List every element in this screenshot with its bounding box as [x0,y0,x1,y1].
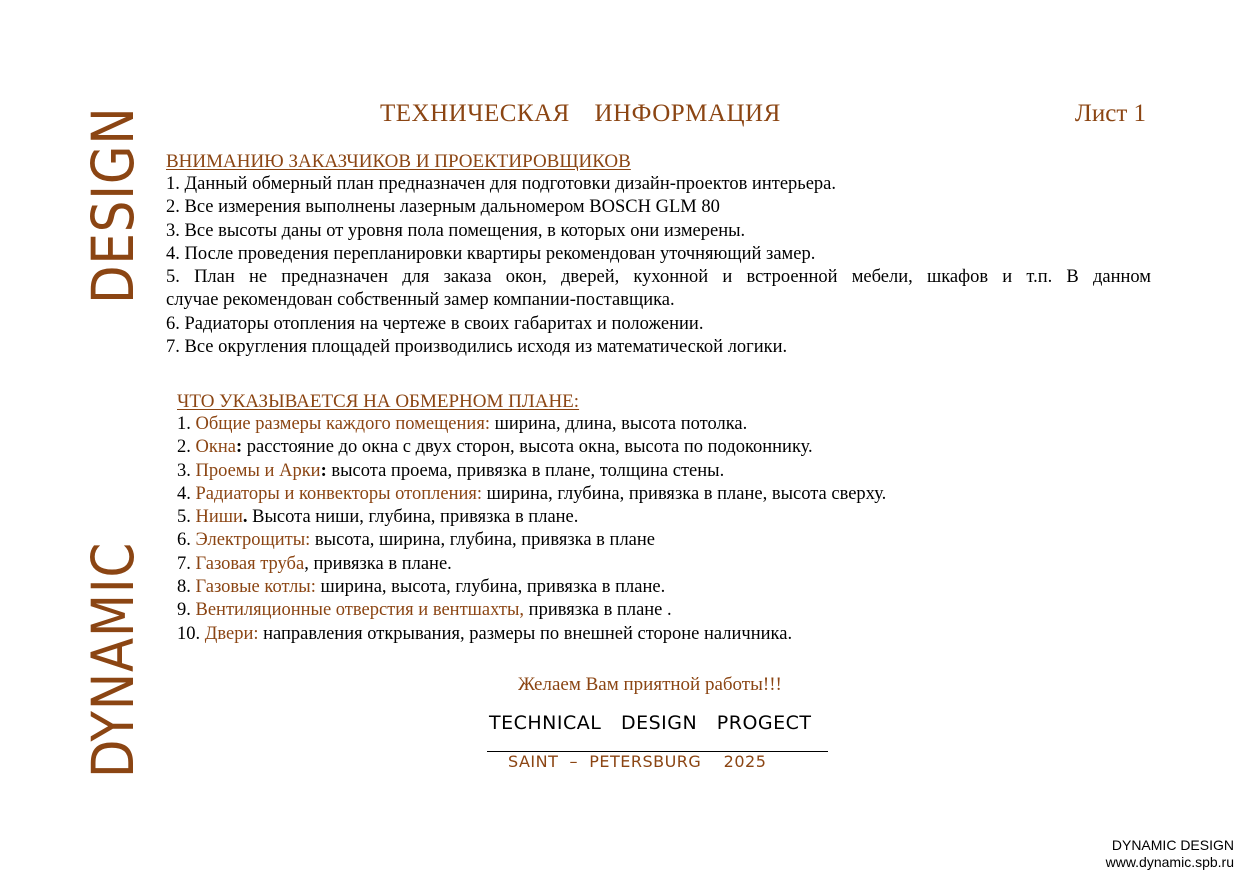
project-caption: TECHNICAL DESIGN PROGECT [489,712,812,734]
plan-item [177,460,1152,483]
plan-item-details: привязка в плане . [524,600,672,621]
sheet-number: Лист 1 [1074,100,1146,127]
plan-item-number: 2. [177,437,196,458]
plan-item-number: 10. [177,623,205,644]
plan-item-number: 5. [177,507,196,528]
plan-item-keyword: Вентиляционные отверстия и вентшахты, [195,600,525,621]
page-title: ТЕХНИЧЕСКАЯ ИНФОРМАЦИЯ [380,100,781,127]
notice-item-continued: случае рекомендован собственный замер компании-поставщика. [166,290,675,311]
notice-item: 5. План не предназначен для заказа окон, дверей, кухонной и встроенной мебели, шкафов и т.п. В данном [166,267,1151,288]
plan-contents-section [177,390,1152,646]
city-year-caption: SAINT – PETERSBURG 2025 [508,752,767,771]
notice-item: 2. Все измерения выполнены лазерным дальномером BOSCH GLM 80 [166,197,720,218]
plan-item [177,506,1152,529]
plan-item-keyword: Двери: [204,623,259,644]
plan-item [177,576,1152,599]
plan-item-keyword: Ниши [195,507,243,528]
footer-company: DYNAMIC DESIGN [1111,837,1234,853]
plan-item-details: ширина, высота, глубина, привязка в плане. [315,577,666,598]
plan-item-details: , привязка в плане. [304,553,452,574]
plan-item-details: высота проема, привязка в плане, толщина стены. [326,460,725,481]
plan-contents-heading: ЧТО УКАЗЫВАЕТСЯ НА ОБМЕРНОМ ПЛАНЕ: [177,391,580,412]
plan-item [177,529,1152,552]
plan-item-keyword: Окна [195,437,236,458]
footer-credits [1106,837,1234,871]
plan-item-separator: . [242,507,248,528]
plan-item-details: расстояние до окна с двух сторон, высота окна, высота по подоконнику. [242,437,813,458]
plan-item-keyword: Проемы и Арки [195,460,321,481]
plan-item-keyword: Общие размеры каждого помещения: [195,414,490,434]
plan-item [177,483,1152,506]
plan-item-keyword: Газовая труба [195,553,305,574]
plan-item-number: 9. [177,600,196,621]
notice-item: 3. Все высоты даны от уровня пола помещения, в которых они измерены. [166,220,746,241]
notice-item: 1. Данный обмерный план предназначен для подготовки дизайн-проектов интерьера. [166,174,837,194]
notice-item: 6. Радиаторы отопления на чертеже в своих габаритах и положении. [166,313,704,334]
plan-item [177,436,1152,459]
plan-item [177,553,1152,576]
notice-section [166,150,1151,359]
plan-item-number: 4. [177,483,196,504]
plan-item-number: 3. [177,460,196,481]
plan-item-details: ширина, глубина, привязка в плане, высота сверху. [482,483,887,504]
plan-item-keyword: Электрощиты: [195,530,311,551]
brand-word-dynamic: DYNAMIC [79,541,147,778]
plan-item [177,599,1152,622]
footer-url: www.dynamic.spb.ru [1105,854,1234,870]
brand-logo-vertical [79,106,147,778]
plan-item-separator: : [235,437,243,458]
plan-item-separator: : [320,460,327,481]
plan-item-number: 8. [177,577,196,598]
plan-item [177,413,1152,436]
notice-item: 7. Все округления площадей производились исходя из математической логики. [166,337,788,358]
plan-item-details: направления открывания, размеры по внешней стороне наличника. [258,623,793,644]
plan-item-details: Высота ниши, глубина, привязка в плане. [247,507,579,528]
plan-item-keyword: Радиаторы и конвекторы отопления: [195,483,483,504]
plan-item-details: высота, ширина, глубина, привязка в плане [310,530,655,551]
plan-item-keyword: Газовые котлы: [195,577,316,598]
brand-word-design: DESIGN [79,106,147,304]
plan-item-number: 6. [177,530,196,551]
plan-item-details: ширина, длина, высота потолка. [489,414,748,434]
plan-item [177,623,1152,646]
plan-item-number: 1. [177,414,196,434]
notice-heading: ВНИМАНИЮ ЗАКАЗЧИКОВ И ПРОЕКТИРОВЩИКОВ [166,151,631,172]
plan-item-number: 7. [177,553,196,574]
closing-wish: Желаем Вам приятной работы!!! [518,674,782,695]
notice-item: 4. После проведения перепланировки квартиры рекомендован уточняющий замер. [166,243,816,264]
